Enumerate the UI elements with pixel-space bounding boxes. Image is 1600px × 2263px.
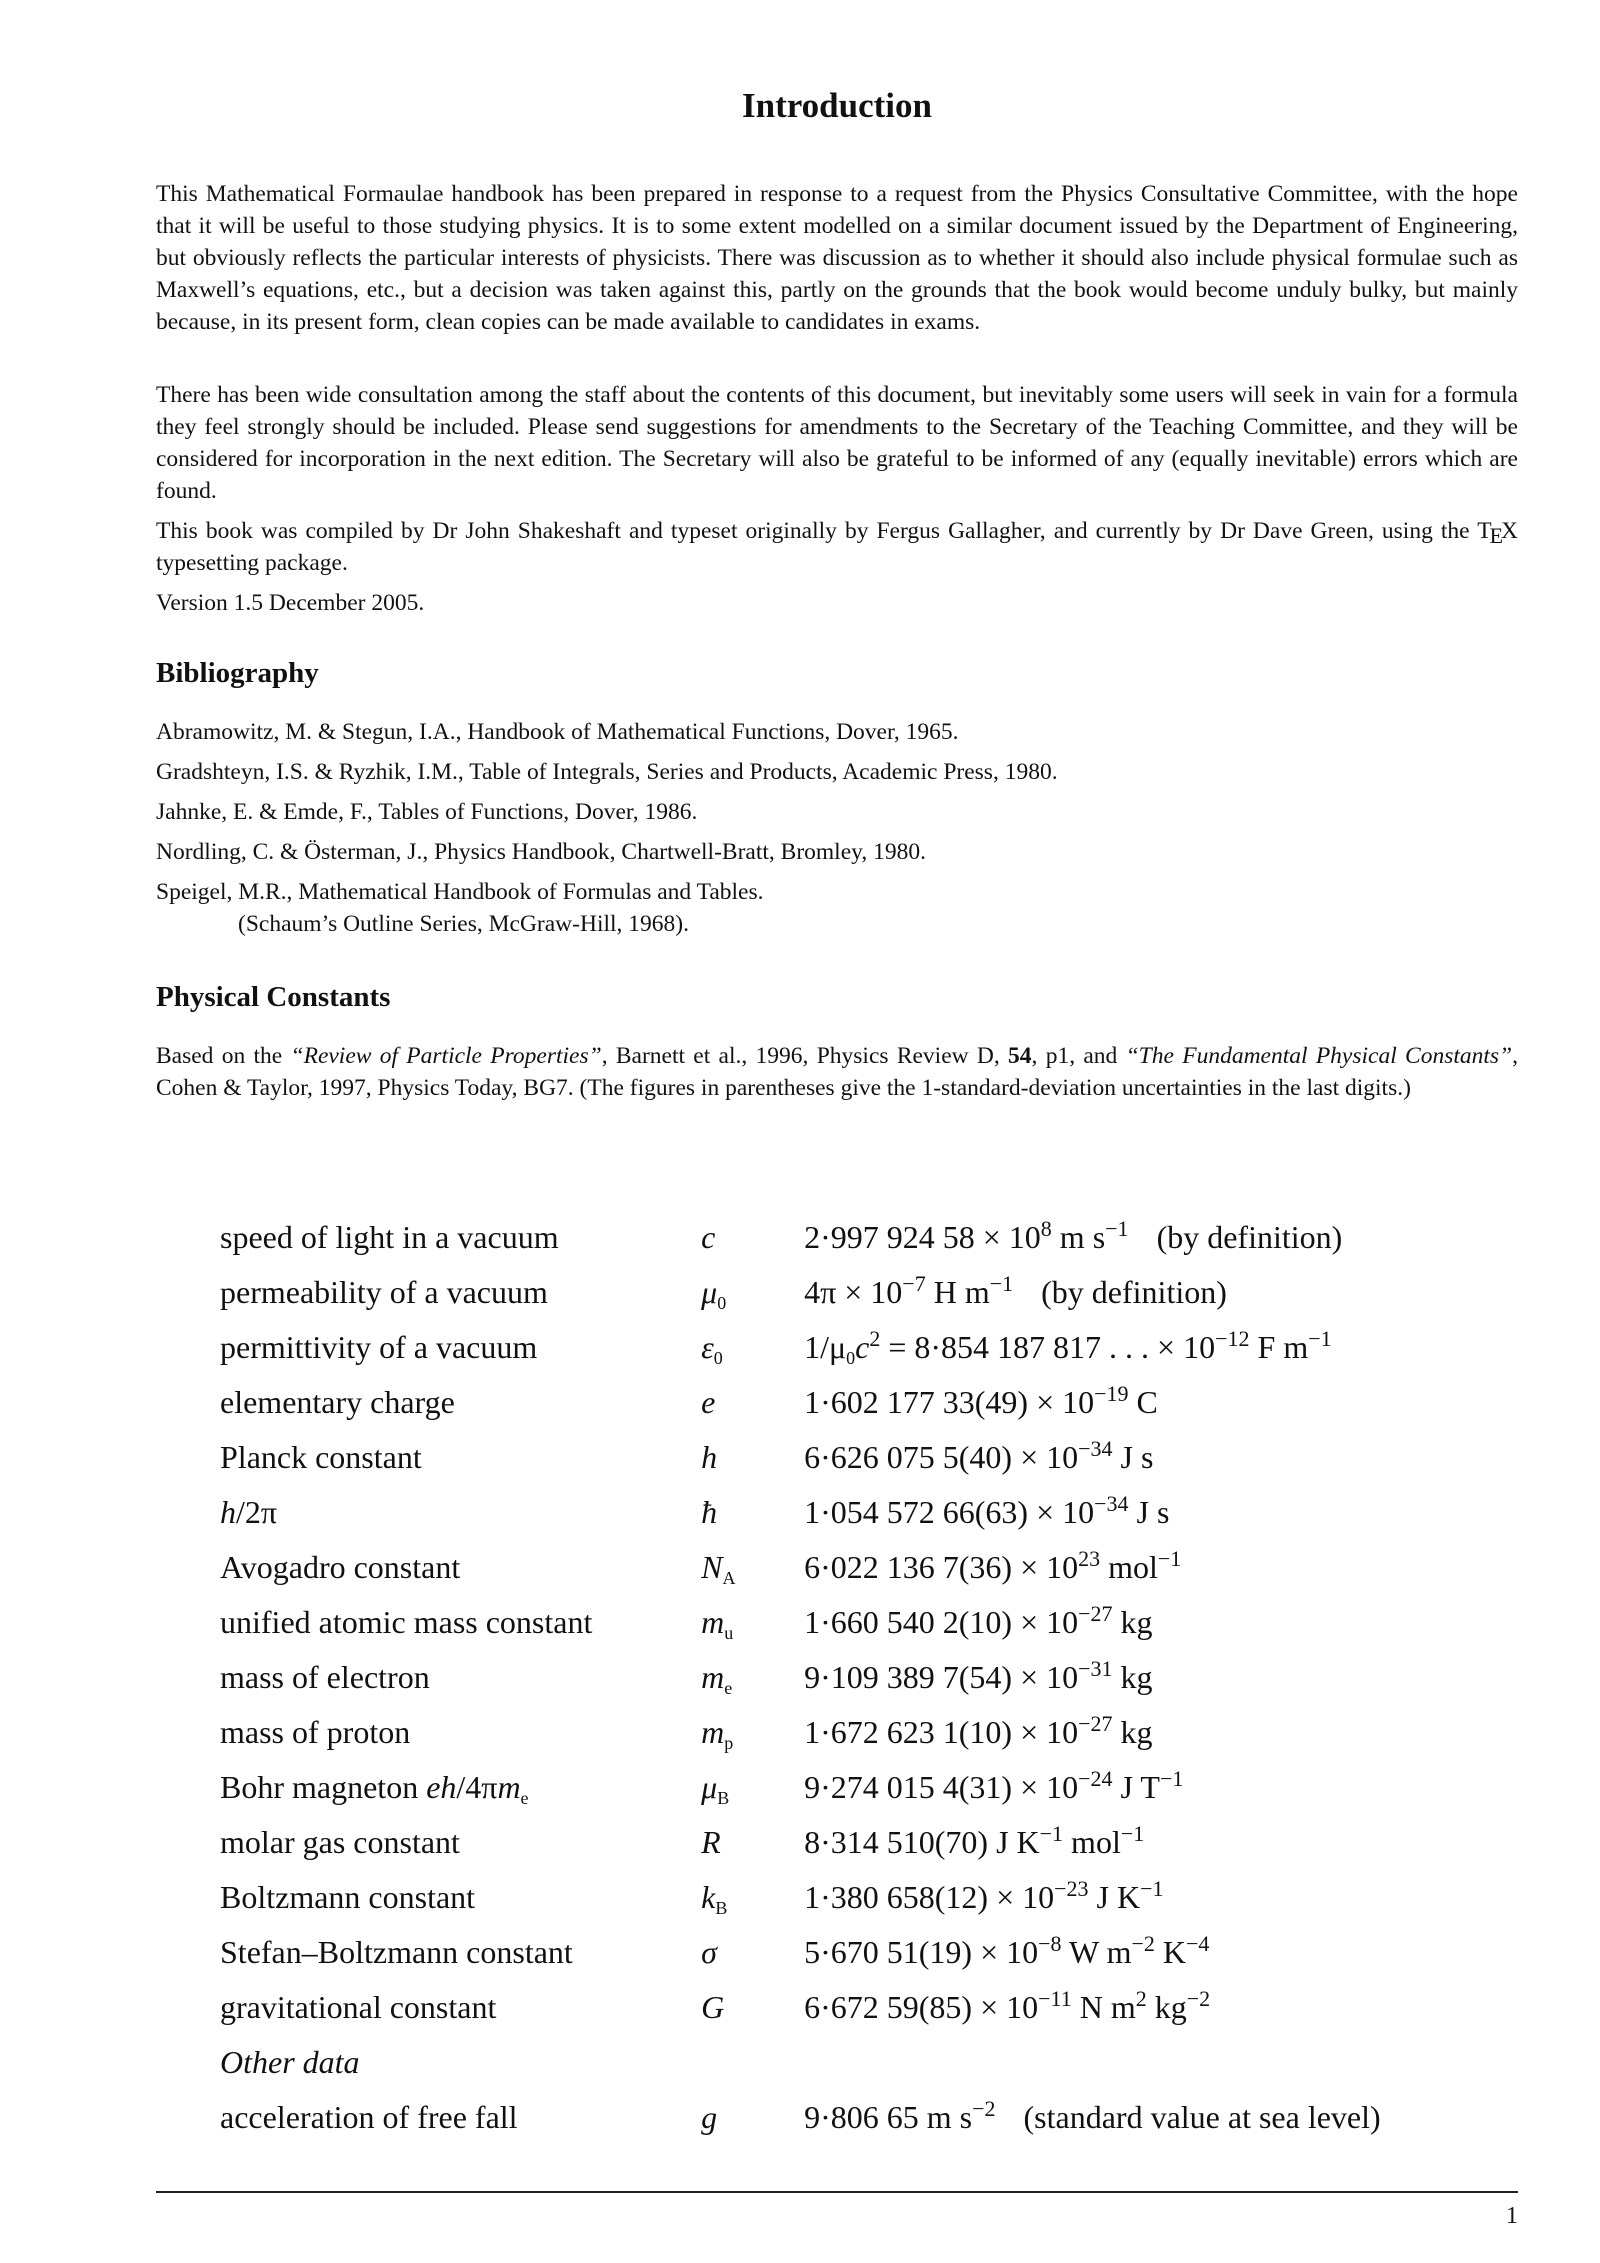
table-row: Boltzmann constant $k_B$ 1·380 $658(12) \times 10^{-23}$ J $K^{-1}$ — [220, 1876, 1164, 1918]
constants-intro: Based on the “Review of Particle Properties”, Barnett et al., 1996, Physics Review D, 54, p1, and “The Fundamental Physical Constants”, Cohen & Taylor, 1997, Physics Today, BG7. (The figures in parentheses give the 1-standard-deviation uncertainties in the last digits.) — [156, 1043, 1518, 1101]
table-row: unified atomic mass constant $m_u$ 1·660 540 $2(10) \times 10^{-27}$ kg — [220, 1601, 1153, 1643]
bib-entry-continuation: (Schaum’s Outline Series, McGraw-Hill, 1968). — [238, 911, 689, 937]
version-line: Version 1.5 December 2005. — [156, 590, 425, 616]
constants-table — [220, 1210, 1518, 2145]
table-row: mass of electron $m_e$ 9·109 389 $7(54) \times 10^{-31}$ kg — [220, 1656, 1153, 1698]
table-row: Stefan–Boltzmann constant σ 5·670 $51(19) \times 10^{-8}$ W $m^{-2}$ $K^{-4}$ — [220, 1931, 1210, 1970]
table-row-other-heading: Other data — [220, 2044, 360, 2080]
table-row: elementary charge e 1·602 177 $33(49) \times 10^{-19}$ C — [220, 1381, 1158, 1420]
bibliography-heading: Bibliography — [156, 657, 319, 689]
bib-entry: Nordling, C. & Österman, J., Physics Handbook, Chartwell-Bratt, Bromley, 1980. — [156, 839, 926, 865]
table-row: Avogadro constant $N_A$ 6·022 136 $7(36) \times 10^{23}$ mol$^{-1}$ — [220, 1546, 1182, 1588]
table-row: Planck constant h 6·626 075 $5(40) \times 10^{-34}$ J s — [220, 1436, 1154, 1475]
bib-entry: Gradshteyn, I.S. & Ryzhik, I.M., Table of Integrals, Series and Products, Academic Press, 1980. — [156, 759, 1058, 785]
tex-logo: TEX — [1477, 518, 1518, 548]
table-row: Bohr magneton $eh/4\pi m_e$ $\mu_B$ 9·274 015 $4(31) \times 10^{-24}$ J $T^{-1}$ — [220, 1766, 1184, 1808]
intro-paragraph-3: This book was compiled by Dr John Shakeshaft and typeset originally by Fergus Gallagher, and currently by Dr Dave Green, using the TEX typesetting package. — [156, 518, 1518, 576]
constants-heading: Physical Constants — [156, 981, 391, 1013]
table-row: mass of proton $m_p$ 1·672 623 $1(10) \times 10^{-27}$ kg — [220, 1711, 1153, 1753]
table-row: permeability of a vacuum $\mu_0$ $4\pi \times 10^{-7}$ H $m^{-1}$ (by definition) — [220, 1271, 1227, 1313]
bib-entry: Jahnke, E. & Emde, F., Tables of Functions, Dover, 1986. — [156, 799, 698, 825]
intro-paragraph-2: There has been wide consultation among the staff about the contents of this document, but inevitably some users will seek in vain for a formula they feel strongly should be included. Please send suggestions for amendments to the Secretary of the Teaching Committee, and they will be considered for incorporation in the next edition. The Secretary will also be grateful to be informed of any (equally inevitable) errors which are found. — [156, 382, 1518, 504]
table-row: speed of light in a vacuum c 2·997 924 $58 \times 10^8$ m $s^{-1}$ (by definition) — [220, 1216, 1343, 1255]
bib-entry: Abramowitz, M. & Stegun, I.A., Handbook of Mathematical Functions, Dover, 1965. — [156, 719, 959, 745]
page-number: 1 — [1506, 2203, 1518, 2229]
table-row: gravitational constant G 6·672 $59(85) \times 10^{-11}$ N $m^2$ $kg^{-2}$ — [220, 1986, 1211, 2025]
page-title: Introduction — [742, 86, 932, 125]
footer-rule — [156, 2191, 1518, 2193]
table-row: permittivity of a vacuum $\varepsilon_0$ $1/\mu_0c^2 = 8\cdot 854$ 187 817 . . . × $10^{-12}$ F $m^{-1}$ — [220, 1326, 1332, 1368]
intro-paragraph-1: This Mathematical Formaulae handbook has been prepared in response to a request from the Physics Consultative Committee, with the hope that it will be useful to those studying physics. It is to some extent modelled on a similar document issued by the Department of Engineering, but obviously reflects the particular interests of physicists. There was discussion as to whether it should also include physical formulae such as Maxwell’s equations, etc., but a decision was taken against this, partly on the grounds that the book would become unduly bulky, but mainly because, in its present form, clean copies can be made available to candidates in exams. — [156, 181, 1518, 335]
bib-entry: Speigel, M.R., Mathematical Handbook of Formulas and Tables. — [156, 879, 764, 905]
table-row: h/2π ħ 1·054 572 $66(63) \times 10^{-34}$ J s — [220, 1491, 1170, 1530]
bibliography-list — [156, 716, 1518, 940]
table-row: molar gas constant R 8·314 510(70) J $K^{-1}$ mol$^{-1}$ — [220, 1821, 1145, 1860]
table-row: acceleration of free fall g 9·806 65 m $s^{-2}$ (standard value at sea level) — [220, 2096, 1381, 2135]
